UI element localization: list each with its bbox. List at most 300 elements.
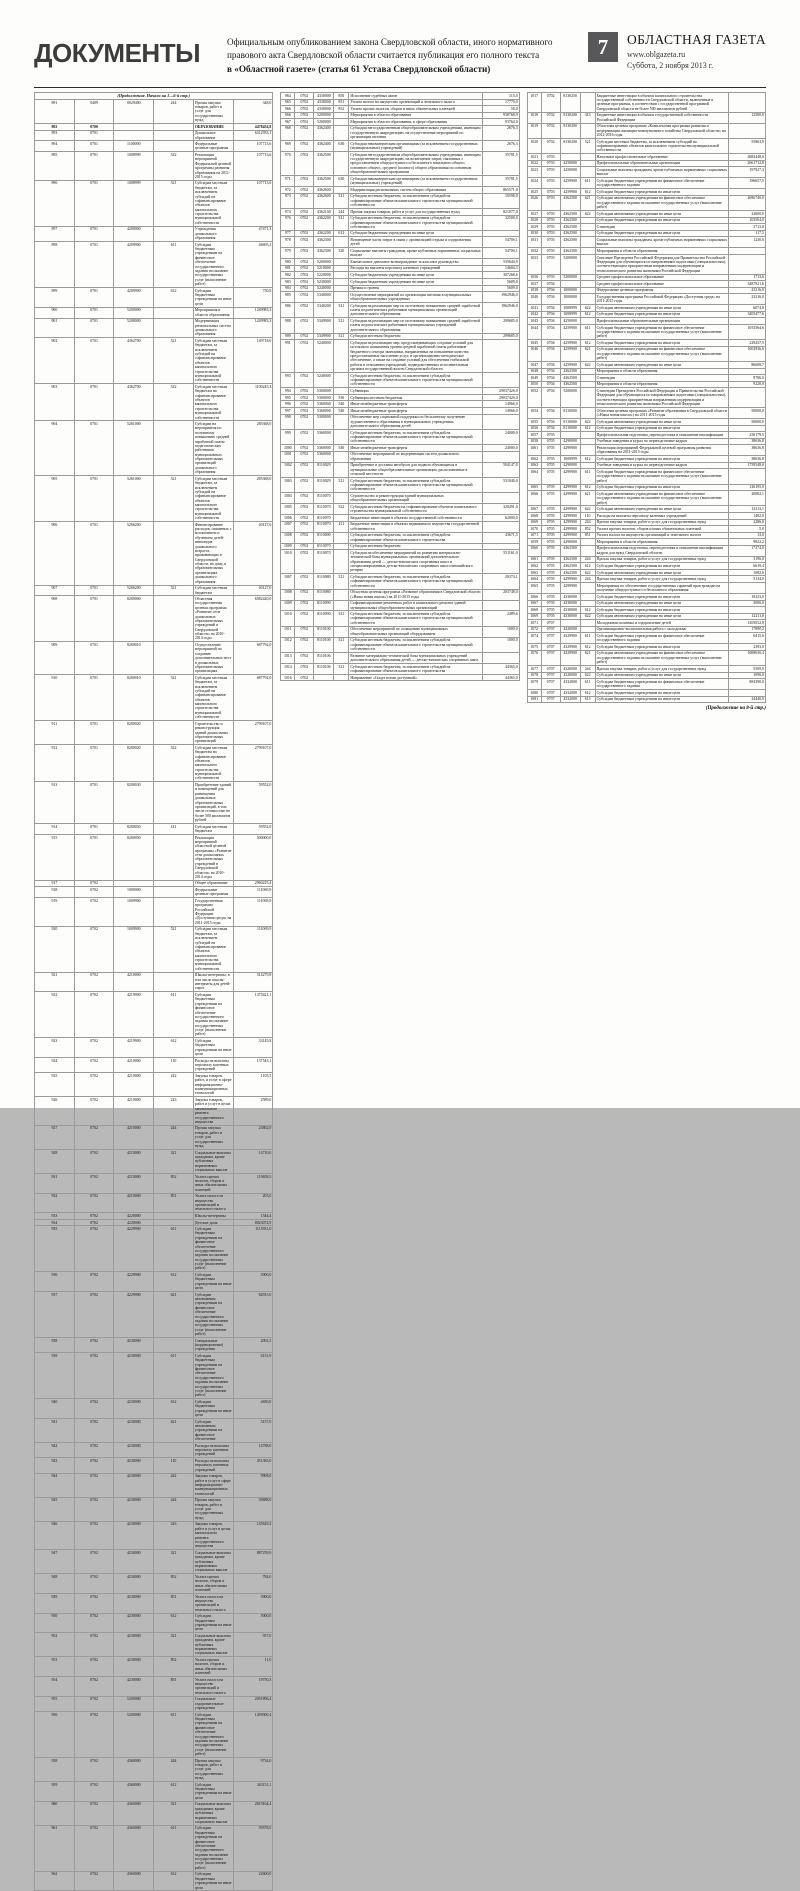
section-code: 0703 [541,178,560,189]
row-number: 955 [35,1696,75,1711]
section-code: 0705 [541,532,560,539]
program-code: 5360000 [314,451,334,462]
expense-code: 611 [154,992,194,1038]
section-code: 0702 [295,543,314,550]
item-amount: 126195,0 [728,484,765,491]
row-number: 893 [35,130,75,141]
table-row [281,663,519,674]
section-code: 0702 [74,1613,114,1633]
item-name: Школы-интернаты [193,1213,233,1220]
program-code: 1008999 [560,305,580,312]
expense-code [154,898,194,926]
item-amount: 5000,0 [233,1593,273,1613]
item-amount: 5609,0 [482,278,519,285]
program-code: 4259900 [560,346,580,361]
row-number: 961 [35,1825,75,1871]
item-name: Учебные заведения и курсы по переподготовке кадров [595,438,728,445]
item-amount: 32500,0 [482,215,519,230]
expense-code [154,141,194,152]
section-code: 0704 [541,425,560,432]
expense-code: 621 [580,491,595,506]
section-code: 0707 [541,633,560,644]
item-name: Расходы на выплаты персоналу казенных учреждений [193,1058,233,1073]
program-code: 8130200 [560,112,580,123]
row-number: 1063 [527,462,541,469]
expense-code [154,887,194,898]
section-code: 0701 [74,721,114,745]
table-row [35,1696,273,1711]
item-name: Субсидии автономным учреждениям на иные цели [595,600,728,607]
section-code: 0702 [74,1193,114,1213]
item-name: Субсидии местным бюджетам, за исключением субсидий на софинансирование объектов капитального строительства муниципальной собственности [193,675,233,721]
program-code: 4330000 [314,93,334,100]
expense-code [580,237,595,248]
section-code: 0704 [541,362,560,369]
program-code: 4362500 [560,563,580,570]
program-code: 8110100 [314,626,334,637]
item-name: Субсидии бюджетным учреждениям на иные цели [595,644,728,651]
item-amount: 1053564,6 [728,324,765,339]
item-name: Прочая закупка товаров, работ и услуг для государственных нужд [595,519,728,526]
columns-container [34,92,766,1890]
item-amount: 9734,0 [233,1758,273,1782]
table-row [281,429,519,444]
budget-table-3 [527,92,766,703]
section-code: 0702 [295,462,314,477]
expense-code: 521 [154,675,194,721]
item-amount: 115,0 [482,93,519,100]
item-amount: 9908,0 [233,1473,273,1497]
row-number: 1040 [527,294,541,305]
section-code: 0705 [541,506,560,513]
item-amount: 111069,9 [233,926,273,972]
expense-code [154,834,194,880]
row-number: 1074 [527,633,541,644]
item-amount: 93764,0 [482,119,519,126]
section-code: 0702 [74,1758,114,1782]
item-amount [482,653,519,664]
section-code: 0704 [541,340,560,347]
program-code: 4362500 [314,176,334,187]
program-code: 4299900 [560,491,580,506]
expense-code: 611 [580,178,595,189]
program-code: 8200030 [114,782,154,824]
row-number: 980 [281,259,295,266]
item-name: Строительство и реконструкция зданий дошкольных образовательных организаций [193,721,233,745]
row-number: 1060 [527,545,541,556]
table-row [35,93,273,100]
program-code: 4250000 [560,160,580,167]
item-name: Социальные выплаты гражданам, кроме публичных нормативных социальных выплат [596,168,727,177]
section-code: 0702 [295,451,314,462]
program-code: 1100000 [114,141,154,152]
section-code: 0702 [295,653,314,664]
program-code: 5349900 [314,333,334,340]
section-code: 0702 [295,478,314,493]
section-code: 0702 [74,1272,114,1292]
expense-code [580,294,595,305]
program-code: 8110070 [314,543,334,550]
item-name: Уплата налога на имущество организаций и земельного налога [193,1193,233,1213]
item-name: Софинансирование ремонтных работ и капитального ремонта зданий муниципальных общеобразовательных организаций [349,600,482,611]
row-number: 1069 [527,519,541,526]
program-code: 4230000 [114,1497,154,1521]
item-amount: 62000,0 [482,515,519,522]
program-code: 5349900 [314,318,334,333]
section-code: 0704 [541,294,560,305]
row-number: 1075 [527,644,541,651]
row-number: 979 [281,248,295,259]
row-number: 940 [35,1399,75,1419]
expense-code: 852 [154,1657,194,1677]
row-number: 950 [35,1613,75,1633]
section-code: 0705 [541,563,560,570]
section-code: 0702 [295,340,314,373]
section-code: 0701 [74,152,114,180]
page-number: 7 [588,32,618,62]
item-amount: 55863,9 [728,138,765,153]
table-row [527,650,765,665]
item-amount: 4478454,8 [233,123,273,130]
row-number: 1062 [527,456,541,463]
item-name: Прочая закупка товаров, работ и услуг для государственных нужд [193,99,233,123]
row-number: 966 [281,112,295,119]
item-amount: 24000,0 [482,429,519,444]
section-code: 0702 [74,1443,114,1458]
row-number: 910 [35,675,75,721]
program-code: 5210000 [314,265,334,272]
item-amount: 47471,3 [233,226,273,241]
program-code: 4299900 [560,526,580,533]
section-code: 0702 [295,278,314,285]
item-name: Субсидии бюджетным учреждениям на иные цели [349,230,482,237]
table-row [527,696,765,703]
budget-table-1 [34,92,273,1891]
row-number: 1057 [527,432,541,439]
row-number: 983 [281,278,295,285]
program-code: 4299900 [560,506,580,513]
column-2 [280,92,519,1054]
section-code: 0702 [74,1574,114,1594]
table-row [281,637,519,652]
item-amount: 50000,0 [728,408,765,419]
program-code: 8200010 [114,642,154,675]
item-name: Субсидии автономным учреждениям на иные цели [595,613,728,620]
row-number: 1022 [527,160,541,167]
row-number: 915 [35,834,75,880]
item-amount: 285368,0 [233,421,273,476]
section-code: 0702 [295,493,314,504]
item-name: Федеральные целевые программы [193,141,233,152]
table-row [527,583,765,594]
section-code: 0701 [74,782,114,824]
program-code: 8110070 [314,515,334,522]
expense-code: 521 [334,303,349,318]
item-name: Субсидии местным бюджетам, за исключением субсидий на софинансирование объектов капитального строительства муниципальной собственности [349,215,482,230]
section-code: 0707 [541,650,560,665]
row-number: 896 [35,180,75,226]
item-name: Субсидии бюджетным учреждениям на иные цели [349,278,482,285]
table-row [527,123,765,138]
section-code: 0705 [541,484,560,491]
item-name: Субсидии автономным учреждениям на иные цели [595,672,728,679]
row-number: 908 [35,596,75,642]
row-number: 1063 [527,569,541,576]
row-number: 1000 [281,445,295,452]
item-amount: 2051896,4 [233,1696,273,1711]
section-code: 0705 [541,491,560,506]
expense-code [154,1696,194,1711]
section-code: 0705 [541,456,560,463]
section-code: 0702 [295,141,314,152]
item-amount [482,600,519,611]
section-code: 0702 [74,1497,114,1521]
item-amount: 38636,8 [728,438,765,445]
program-code: 1008999 [114,180,154,226]
item-name: Субсидии местным бюджетам, за исключением субсидий на софинансирование объектов капитального строительства [349,663,482,674]
expense-code [154,642,194,675]
row-number: 1024 [527,178,541,189]
table-row [527,237,765,248]
section-code: 0701 [74,585,114,596]
item-amount: 6619,4 [728,563,765,570]
row-number: 1059 [527,539,541,546]
item-amount: 299685,0 [482,333,519,340]
table-row [281,478,519,493]
row-number: 921 [35,972,75,992]
section-code: 0707 [541,679,560,690]
expense-code [580,445,595,456]
section-code: 0702 [74,972,114,992]
item-name: Субсидии бюджетным учреждениям на иные цели [595,230,728,237]
paper-name: ОБЛАСТНАЯ ГАЗЕТА [626,32,766,47]
table-row [35,898,273,926]
table-row [35,1272,273,1292]
section-code: 0702 [74,1473,114,1497]
item-name: Уплата налога на имущество организаций и земельного налога [349,99,482,106]
row-number: 985 [281,292,295,303]
section-code: 0703 [541,167,560,178]
expense-code: 411 [334,521,349,532]
item-amount [728,469,765,484]
program-code: 5240000 [314,340,334,373]
item-name: Детские дома [193,1219,233,1226]
expense-code: 612 [154,1272,194,1292]
program-code: 8110090 [314,600,334,611]
item-name: Прочая закупка товаров, работ и услуг для государственных нужд [193,1125,233,1149]
section-code: 0704 [541,418,560,425]
row-number: 977 [281,230,295,237]
row-number: 1069 [527,613,541,620]
item-amount: 46695,2 [233,242,273,288]
item-amount: 784,0 [233,1574,273,1594]
item-amount: 38636,8 [728,445,765,456]
item-amount: 38636,8 [728,456,765,463]
table-row [281,653,519,664]
item-name: Субсидии бюджетным учреждениям на иные цели [595,311,728,318]
item-name: Субсидии на реализацию мер, предусматривающих создание условий для поэтапного повышения уровня средней заработной платы работников бюджетного сектора экономики, направленных на повышение качества предоставляемых населению услуг, и организационно-методическое обеспечение, а также на создание условий для обеспечения стабильной работы в отношении учреждений, подведомственных исполнительным органам государственной власти Свердловской области [349,340,482,373]
expense-code: 244 [580,519,595,526]
item-amount: 59578,0 [233,1825,273,1871]
item-name: Уплата прочих налогов, сборов и иных обязательных платежей [595,526,728,533]
table-row [35,1593,273,1613]
row-number: 971 [281,176,295,187]
row-number: 894 [35,141,75,152]
expense-code: 522 [154,384,194,421]
table-row [281,125,519,140]
program-code: 4250000 [560,167,580,178]
item-name: Субсидии местным бюджетам на софинансирование объектов капитального строительства муниципальной собственности [193,745,233,782]
item-name: Субсидии бюджетным учреждениям на иные цели [595,563,728,570]
expense-code [334,600,349,611]
item-name: Субсидии на реализацию мер по поэтапному повышению средней заработной платы педагогических работников муниципальных организаций дополнительного образования [349,303,482,318]
item-name: Бюджетные инвестиции в объекты государственной собственности Российской Федерации [595,112,728,123]
item-name: Модернизация региональных систем общего образования [349,187,482,194]
item-name: Бюджетные инвестиции в объекты недвижимого имущества государственной собственности [349,521,482,532]
item-amount: 2619164,4 [233,1801,273,1825]
item-name: Субсидии бюджетным учреждениям на иные цели [595,696,728,703]
program-code: 4259900 [560,189,580,196]
row-number: 909 [35,642,75,675]
item-amount: 2286,0 [728,519,765,526]
program-code: 5300000 [314,414,334,429]
item-amount: 285368,0 [233,476,273,522]
item-name: Мероприятия в области образования [595,381,728,388]
item-amount: 307268,6 [482,272,519,279]
expense-code: 522 [154,152,194,180]
row-number: 1042 [527,311,541,318]
section-code: 0702 [74,1058,114,1073]
item-name: Учебные заведения и курсы по переподготовке кадров [595,462,728,469]
program-code: 4320000 [560,666,580,673]
expense-code [580,167,595,178]
program-code: 8110106 [314,663,334,674]
expense-code: 852 [334,106,349,113]
item-name: Субсидии местным бюджетам, за исключением субсидий на софинансирование объектов капитального строительства муниципальной собственности [349,478,482,493]
item-amount: 203748,0 [482,589,519,600]
program-code: 5200000 [314,112,334,119]
item-amount: 1375421,1 [233,992,273,1038]
row-number: 934 [35,1219,75,1226]
row-number: 1041 [527,305,541,312]
expense-code [334,462,349,477]
program-code: 4330000 [560,593,580,600]
item-amount: 86608,7 [728,362,765,369]
section-code: 0703 [541,211,560,218]
expense-code: 851 [334,99,349,106]
expense-code: 244 [580,556,595,563]
row-number: 914 [35,823,75,834]
program-code: 4362500 [560,248,580,255]
row-number: 1072 [527,626,541,633]
row-number: 1020 [527,138,541,153]
section-code: 0702 [295,99,314,106]
row-number: 907 [35,585,75,596]
item-name: Социальные выплаты гражданам, кроме публичных нормативных социальных выплат [350,248,481,258]
table-row [281,237,519,248]
expense-code: 110 [154,1458,194,1473]
table-row [527,469,765,484]
row-number: 923 [35,1038,75,1058]
section-code: 0702 [74,1633,114,1657]
section-code: 0703 [541,224,560,231]
row-number: 925 [35,1073,75,1097]
item-amount: 9822,2 [728,539,765,546]
item-amount: 14604,3 [482,265,519,272]
table-row [35,887,273,898]
table-row [527,491,765,506]
program-code: 8110029 [314,462,334,477]
program-code: 5340200 [314,303,334,318]
expense-code [154,522,194,585]
program-code: 5200000 [560,274,580,281]
section-code: 0705 [541,438,560,445]
item-amount: 504147,0 [482,462,519,477]
item-amount: 5134,0 [728,576,765,583]
table-row [35,1173,273,1193]
row-number: 944 [35,1473,75,1497]
row-number: 995 [281,394,295,401]
section-code: 0702 [295,394,314,401]
section-code: 0702 [74,1338,114,1353]
row-number: 952 [35,1633,75,1657]
table-row [35,1418,273,1442]
item-name: Реализация мероприятий Федеральной целевой программы развития образования на 2011-2015 годы [194,153,232,179]
program-code: 4230000 [114,1633,154,1657]
item-amount: 2960225,4 [233,880,273,887]
table-row [35,834,273,880]
item-name: Бюджетные инвестиции в объекты капитального строительства государственной собственности Свердловской области, включенные в целевые программы, в соответствии с государственной программой Свердловской области не более 500 миллионов рублей [595,93,728,113]
row-number: 941 [35,1418,75,1442]
section-code: 0702 [295,248,314,259]
program-code: 5240000 [314,373,334,388]
expense-code: 244 [154,1125,194,1149]
table-row [35,1292,273,1338]
expense-code: 521 [154,476,194,522]
item-name: Школы-интернаты, в том числе школы-интернаты для детей-сирот [193,972,233,992]
item-amount: 250179,5 [728,432,765,439]
masthead-subtitle [219,28,588,76]
item-name: Субсидии бюджетным учреждениям на иные цели [595,340,728,347]
program-code: 8110070 [314,550,334,574]
expense-code: 612 [580,484,595,491]
program-code: 4219900 [114,992,154,1038]
row-number: 1045 [527,340,541,347]
row-number: 1036 [527,274,541,281]
expense-code: 850 [334,93,349,100]
program-code: 4362500 [560,237,580,248]
row-number: 994 [281,388,295,395]
item-amount: 23216,0 [728,287,765,294]
row-number: 1010 [281,611,295,626]
section-code: 0704 [541,368,560,375]
expense-code: 611 [580,679,595,690]
item-name: Иные межбюджетные трансферты [349,401,482,408]
section-code: 0702 [295,600,314,611]
item-name: Областная целевая программа «Развитие образования в Свердловской области («Наша новая школа») на 2011-2015 годы [350,590,481,599]
item-amount: 149718,0 [233,338,273,384]
expense-code: 521 [154,180,194,226]
section-code: 0702 [74,1871,114,1891]
row-number: 1081 [527,696,541,703]
program-code: 4299900 [560,469,580,484]
item-name: Уплата прочих налогов, сборов и иных обязательных платежей [193,1657,233,1677]
program-code: 1009900 [114,926,154,972]
program-code: 8110029 [314,478,334,493]
section-code: 0702 [541,123,560,138]
item-amount: 137543,1 [233,1058,273,1073]
item-name: Расходы на выплаты персоналу казенных учреждений [349,265,482,272]
